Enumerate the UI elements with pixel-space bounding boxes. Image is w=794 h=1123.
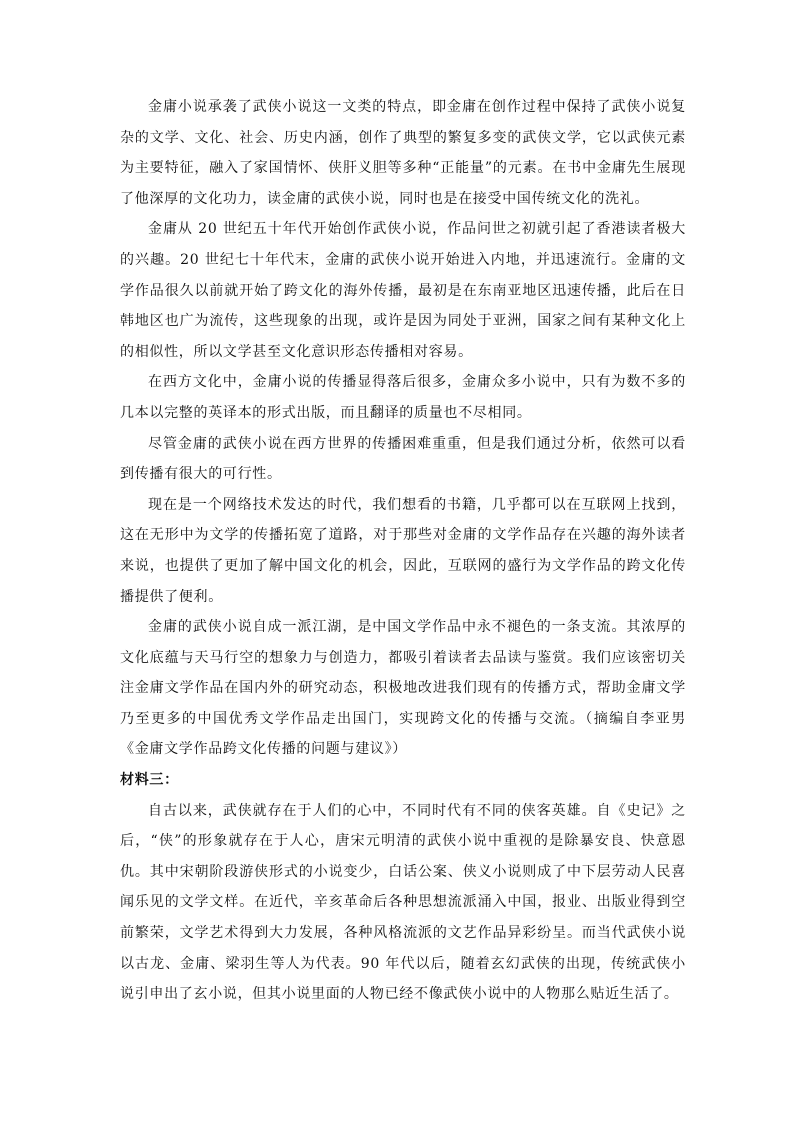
document-body: [120, 92, 686, 1010]
paragraph: 现在是一个网络技术发达的时代，我们想看的书籍，几乎都可以在互联网上找到，这在无形中为文学的传播拓宽了道路，对于那些对金庸的文学作品存在兴趣的海外读者来说，也提供了更加了解中国文化的机会，因此，互联网的盛行为文学作品的跨文化传播提供了便利。: [120, 496, 686, 605]
section-heading: 材料三：: [120, 772, 179, 789]
paragraph: 尽管金庸的武侠小说在西方世界的传播困难重重，但是我们通过分析，依然可以看到传播有很大的可行性。: [120, 435, 686, 483]
paragraph: 金庸小说承袭了武侠小说这一文类的特点，即金庸在创作过程中保持了武侠小说复杂的文学、文化、社会、历史内涵，创作了典型的繁复多变的武侠文学，它以武侠元素为主要特征，融入了家国情怀、侠肝义胆等多种“正能量”的元素。在书中金庸先生展现了他深厚的文化功力，读金庸的武侠小说，同时也是在接受中国传统文化的洗礼。: [120, 99, 686, 207]
paragraph: 金庸从 20 世纪五十年代开始创作武侠小说，作品问世之初就引起了香港读者极大的兴趣。20 世纪七十年代末，金庸的武侠小说开始进入内地，并迅速流行。金庸的文学作品很久以前就开始了跨文化的海外传播，最初是在东南亚地区迅速传播，此后在日韩地区也广为流传，这些现象的出现，或许是因为同处于亚洲，国家之间有某种文化上的相似性，所以文学甚至文化意识形态传播相对容易。: [120, 221, 686, 360]
paragraph: 金庸的武侠小说自成一派江湖，是中国文学作品中永不褪色的一条支流。其浓厚的文化底蕴与天马行空的想象力与创造力，都吸引着读者去品读与鉴赏。我们应该密切关注金庸文学作品在国内外的研究动态，积极地改进我们现有的传播方式，帮助金庸文学乃至更多的中国优秀文学作品走出国门，实现跨文化的传播与交流。（摘编自李亚男《金庸文学作品跨文化传播的问题与建议》）: [120, 619, 686, 758]
paragraph: 自古以来，武侠就存在于人们的心中，不同时代有不同的侠客英雄。自《史记》之后，“侠”的形象就存在于人心，唐宋元明清的武侠小说中重视的是除暴安良、快意恩仇。其中宋朝阶段游侠形式的小说变少，白话公案、侠义小说则成了中下层劳动人民喜闻乐见的文学文样。在近代，辛亥革命后各种思想流派涌入中国，报业、出版业得到空前繁荣，文学艺术得到大力发展，各种风格流派的文艺作品异彩纷呈。而当代武侠小说以古龙、金庸、梁羽生等人为代表。90 年代以后，随着玄幻武侠的出现，传统武侠小说引申出了玄小说，但其小说里面的人物已经不像武侠小说中的人物那么贴近生活了。: [120, 802, 686, 1003]
paragraph: 在西方文化中，金庸小说的传播显得落后很多，金庸众多小说中，只有为数不多的几本以完整的英译本的形式出版，而且翻译的质量也不尽相同。: [120, 374, 686, 421]
